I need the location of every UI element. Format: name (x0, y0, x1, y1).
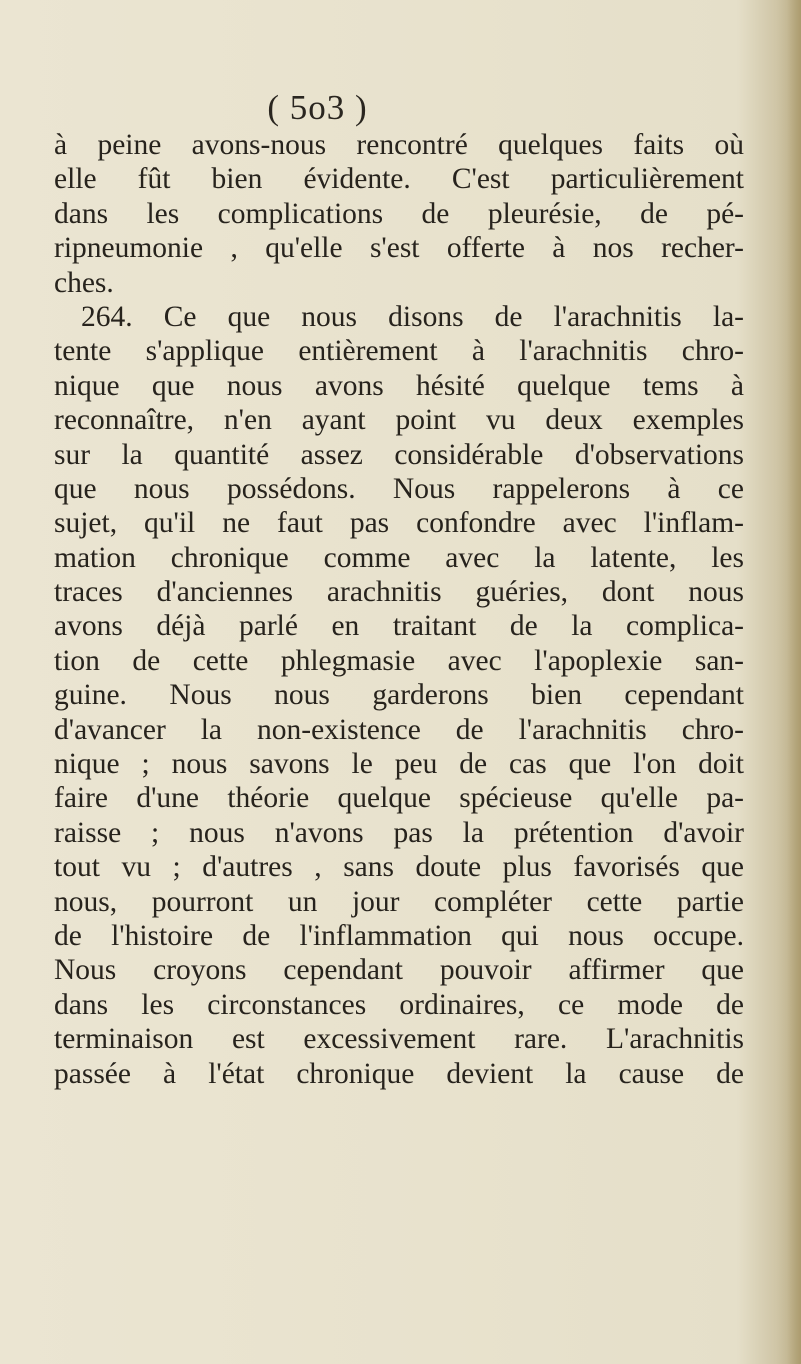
text-line: que nous possédons. Nous rappelerons à ce (54, 472, 744, 505)
text-line: de l'histoire de l'inflammation qui nous occupe. (54, 919, 744, 952)
text-line: dans les complications de pleurésie, de pé- (54, 197, 744, 230)
text-line: dans les circonstances ordinaires, ce mode de (54, 988, 744, 1021)
text-line: avons déjà parlé en traitant de la complica- (54, 610, 744, 643)
body-text (54, 128, 744, 1091)
text-line: sujet, qu'il ne faut pas confondre avec l'inflam- (54, 507, 744, 540)
text-line: reconnaître, n'en ayant point vu deux exemples (54, 404, 744, 437)
text-line: sur la quantité assez considérable d'observations (54, 438, 744, 471)
text-line: nous, pourront un jour compléter cette partie (54, 885, 744, 918)
text-line: tente s'applique entièrement à l'arachnitis chro- (54, 335, 744, 368)
page-number-text: ( 5o3 ) (267, 88, 368, 127)
page-number (0, 88, 801, 128)
text-line: traces d'anciennes arachnitis guéries, dont nous (54, 576, 744, 609)
text-line: tion de cette phlegmasie avec l'apoplexie san- (54, 644, 744, 677)
text-line: guine. Nous nous garderons bien cependant (54, 679, 744, 712)
text-line: nique ; nous savons le peu de cas que l'on doit (54, 748, 744, 781)
text-line: raisse ; nous n'avons pas la prétention d'avoir (54, 816, 744, 849)
paragraph-264-start: 264. Ce que nous disons de l'arachnitis la- (81, 300, 744, 333)
text-line: nique que nous avons hésité quelque tems à (54, 369, 744, 402)
text-line: terminaison est excessivement rare. L'arachnitis (54, 1023, 744, 1056)
text-line: à peine avons-nous rencontré quelques faits où (54, 129, 744, 161)
text-line: Nous croyons cependant pouvoir affirmer que (54, 954, 744, 987)
text-line: elle fût bien évidente. C'est particulièrement (54, 163, 744, 196)
text-line: ches. (54, 266, 114, 299)
text-line: mation chronique comme avec la latente, les (54, 541, 744, 574)
text-line: passée à l'état chronique devient la cause de (54, 1057, 744, 1090)
text-line: ripneumonie , qu'elle s'est offerte à nos recher- (54, 232, 744, 265)
text-line: faire d'une théorie quelque spécieuse qu'elle pa- (54, 782, 744, 815)
text-line: tout vu ; d'autres , sans doute plus favorisés que (54, 851, 744, 884)
page-edge-shadow (787, 0, 801, 1364)
text-line: d'avancer la non-existence de l'arachnitis chro- (54, 713, 744, 746)
